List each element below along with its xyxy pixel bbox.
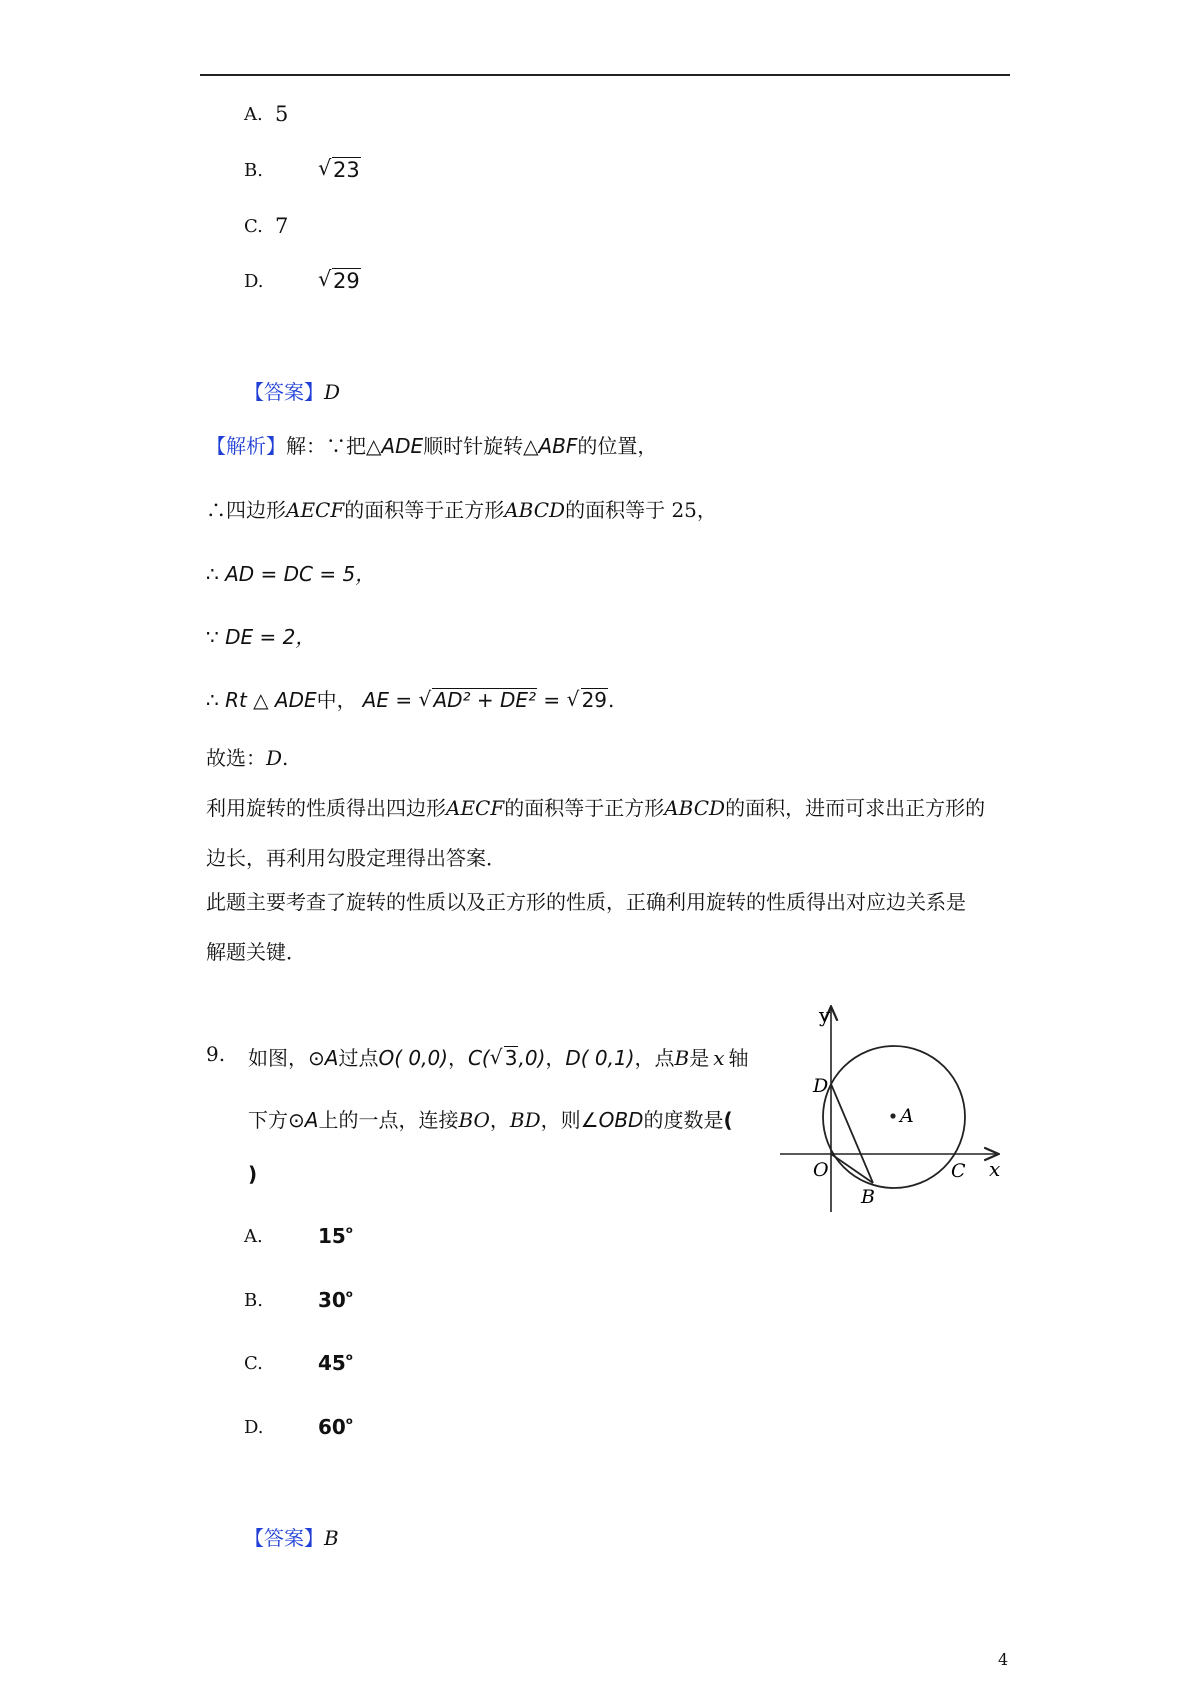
stem-text: 是 [689, 1046, 710, 1070]
math-point-c: C( [467, 1046, 490, 1070]
math-point-c-end: ,0) [518, 1046, 546, 1070]
q9-number: 9. [206, 1042, 226, 1066]
q9-answer [244, 1522, 339, 1551]
q9-figure [775, 1000, 1010, 1215]
q8-option-d-value: √ 29 [318, 268, 361, 293]
analysis-label: 【解析】 [206, 434, 286, 458]
origin-label: O [813, 1159, 829, 1181]
math-abcd: ABCD [664, 796, 726, 820]
math-abf: ABF [538, 434, 578, 458]
analysis-text: 的面积等于正方形 [344, 498, 505, 522]
q9-option-b-value: 30$^o$ [318, 1288, 353, 1312]
paren-open: ( [723, 1108, 733, 1132]
point-d-label: D [813, 1075, 829, 1097]
stem-text: 如图， [248, 1046, 308, 1070]
page-number: 4 [998, 1650, 1009, 1669]
y-axis-label: y [819, 1003, 831, 1027]
stem-text: ， [545, 1046, 566, 1070]
stem-text: 轴 [728, 1046, 749, 1070]
point-b-label: B [861, 1186, 875, 1208]
math-aecf: AECF [286, 498, 345, 522]
q8-analysis-line3: ∴ AD = DC = 5， [206, 562, 376, 586]
q9-option-d-value: 60$^o$ [318, 1415, 353, 1439]
q8-analysis-line2 [206, 494, 717, 523]
q8-option-b-letter: B. [244, 160, 263, 181]
math-period: . [608, 688, 615, 712]
math-bo: BO [458, 1108, 490, 1132]
q8-option-c-value: 7 [275, 214, 289, 238]
q8-option-d-letter: D. [244, 271, 264, 292]
circle-symbol: ⊙ [288, 1108, 305, 1132]
q8-analysis-line8: 边长，再利用勾股定理得出答案． [206, 846, 506, 870]
answer-label: 【答案】 [244, 380, 324, 404]
analysis-text: 解：∵把△ [286, 434, 382, 458]
x-axis-label: x [989, 1157, 1001, 1181]
math-b: B [674, 1046, 690, 1070]
stem-text: ，则 [540, 1108, 581, 1132]
analysis-text: 的面积等于 25， [565, 498, 717, 522]
q9-option-b-letter: B. [244, 1290, 263, 1311]
analysis-text: 中， [316, 688, 357, 712]
math-a: A [304, 1108, 319, 1132]
math-point-o: O( 0,0) [378, 1046, 448, 1070]
q8-analysis-line4: ∵ DE = 2， [206, 625, 316, 649]
q8-analysis-line10: 解题关键． [206, 940, 306, 964]
analysis-text: 的面积，进而可求出正方形的 [725, 796, 986, 820]
q9-option-c-value: 45$^o$ [318, 1351, 353, 1375]
analysis-text: . [282, 746, 289, 770]
math-eq: = [537, 688, 567, 712]
q8-analysis-line6 [206, 742, 288, 771]
analysis-text: 的位置， [577, 434, 658, 458]
math-angle-obd: ∠OBD [580, 1108, 644, 1132]
answer-label: 【答案】 [244, 1526, 324, 1550]
stem-text: 的度数是 [643, 1108, 724, 1132]
q9-option-c-letter: C. [244, 1353, 263, 1374]
q9-stem-line3: ) [248, 1162, 258, 1186]
q8-option-c-letter: C. [244, 216, 263, 237]
math-ade: ADE [381, 434, 424, 458]
math-radicand: 29 [581, 688, 608, 712]
q8-analysis-line5 [206, 684, 614, 713]
math-point-d: D( 0,1) [565, 1046, 635, 1070]
analysis-text: 顺时针旋转△ [423, 434, 539, 458]
math-radicand: AD² + DE² [433, 688, 537, 712]
analysis-text: 利用旋转的性质得出四边形 [206, 796, 446, 820]
q9-stem-line1 [248, 1042, 749, 1071]
math-rt-ade: ∴ Rt △ ADE [206, 688, 317, 712]
q9-stem-line2 [248, 1104, 733, 1133]
header-rule [200, 74, 1010, 76]
circle-symbol: ⊙ [308, 1046, 325, 1070]
stem-text: ， [489, 1108, 510, 1132]
math-aecf: AECF [446, 796, 505, 820]
math-abcd: ABCD [504, 498, 566, 522]
q8-option-a-value: 5 [275, 102, 289, 126]
q9-option-a-value: 15$^o$ [318, 1224, 353, 1248]
q8-analysis-line1 [206, 430, 657, 459]
stem-text: ， [447, 1046, 468, 1070]
math-ae: AE = [362, 688, 419, 712]
center-point-a [890, 1113, 895, 1118]
q8-answer [244, 376, 340, 405]
stem-text: ，点 [634, 1046, 675, 1070]
choice-letter: D [266, 746, 283, 770]
math-bd: BD [509, 1108, 541, 1132]
analysis-text: 的面积等于正方形 [504, 796, 665, 820]
q8-option-a-letter: A. [244, 104, 263, 125]
analysis-text: ∴四边形 [206, 498, 286, 522]
stem-text: 下方 [248, 1108, 288, 1132]
q9-option-d-letter: D. [244, 1417, 264, 1438]
q8-option-b-value: √ 23 [318, 157, 361, 182]
point-a-label: A [900, 1105, 914, 1127]
point-c-label: C [951, 1160, 966, 1182]
answer-value: B [324, 1526, 339, 1550]
q9-option-a-letter: A. [244, 1226, 263, 1247]
answer-value: D [324, 380, 341, 404]
stem-text: 过点 [338, 1046, 379, 1070]
analysis-text: 故选： [206, 746, 266, 770]
stem-text: 上的一点，连接 [318, 1108, 459, 1132]
q8-analysis-line7 [206, 792, 985, 821]
math-a: A [324, 1046, 339, 1070]
math-radicand: 3 [504, 1046, 518, 1070]
math-x: x [713, 1046, 725, 1070]
q8-analysis-line9: 此题主要考查了旋转的性质以及正方形的性质，正确利用旋转的性质得出对应边关系是 [206, 890, 966, 914]
